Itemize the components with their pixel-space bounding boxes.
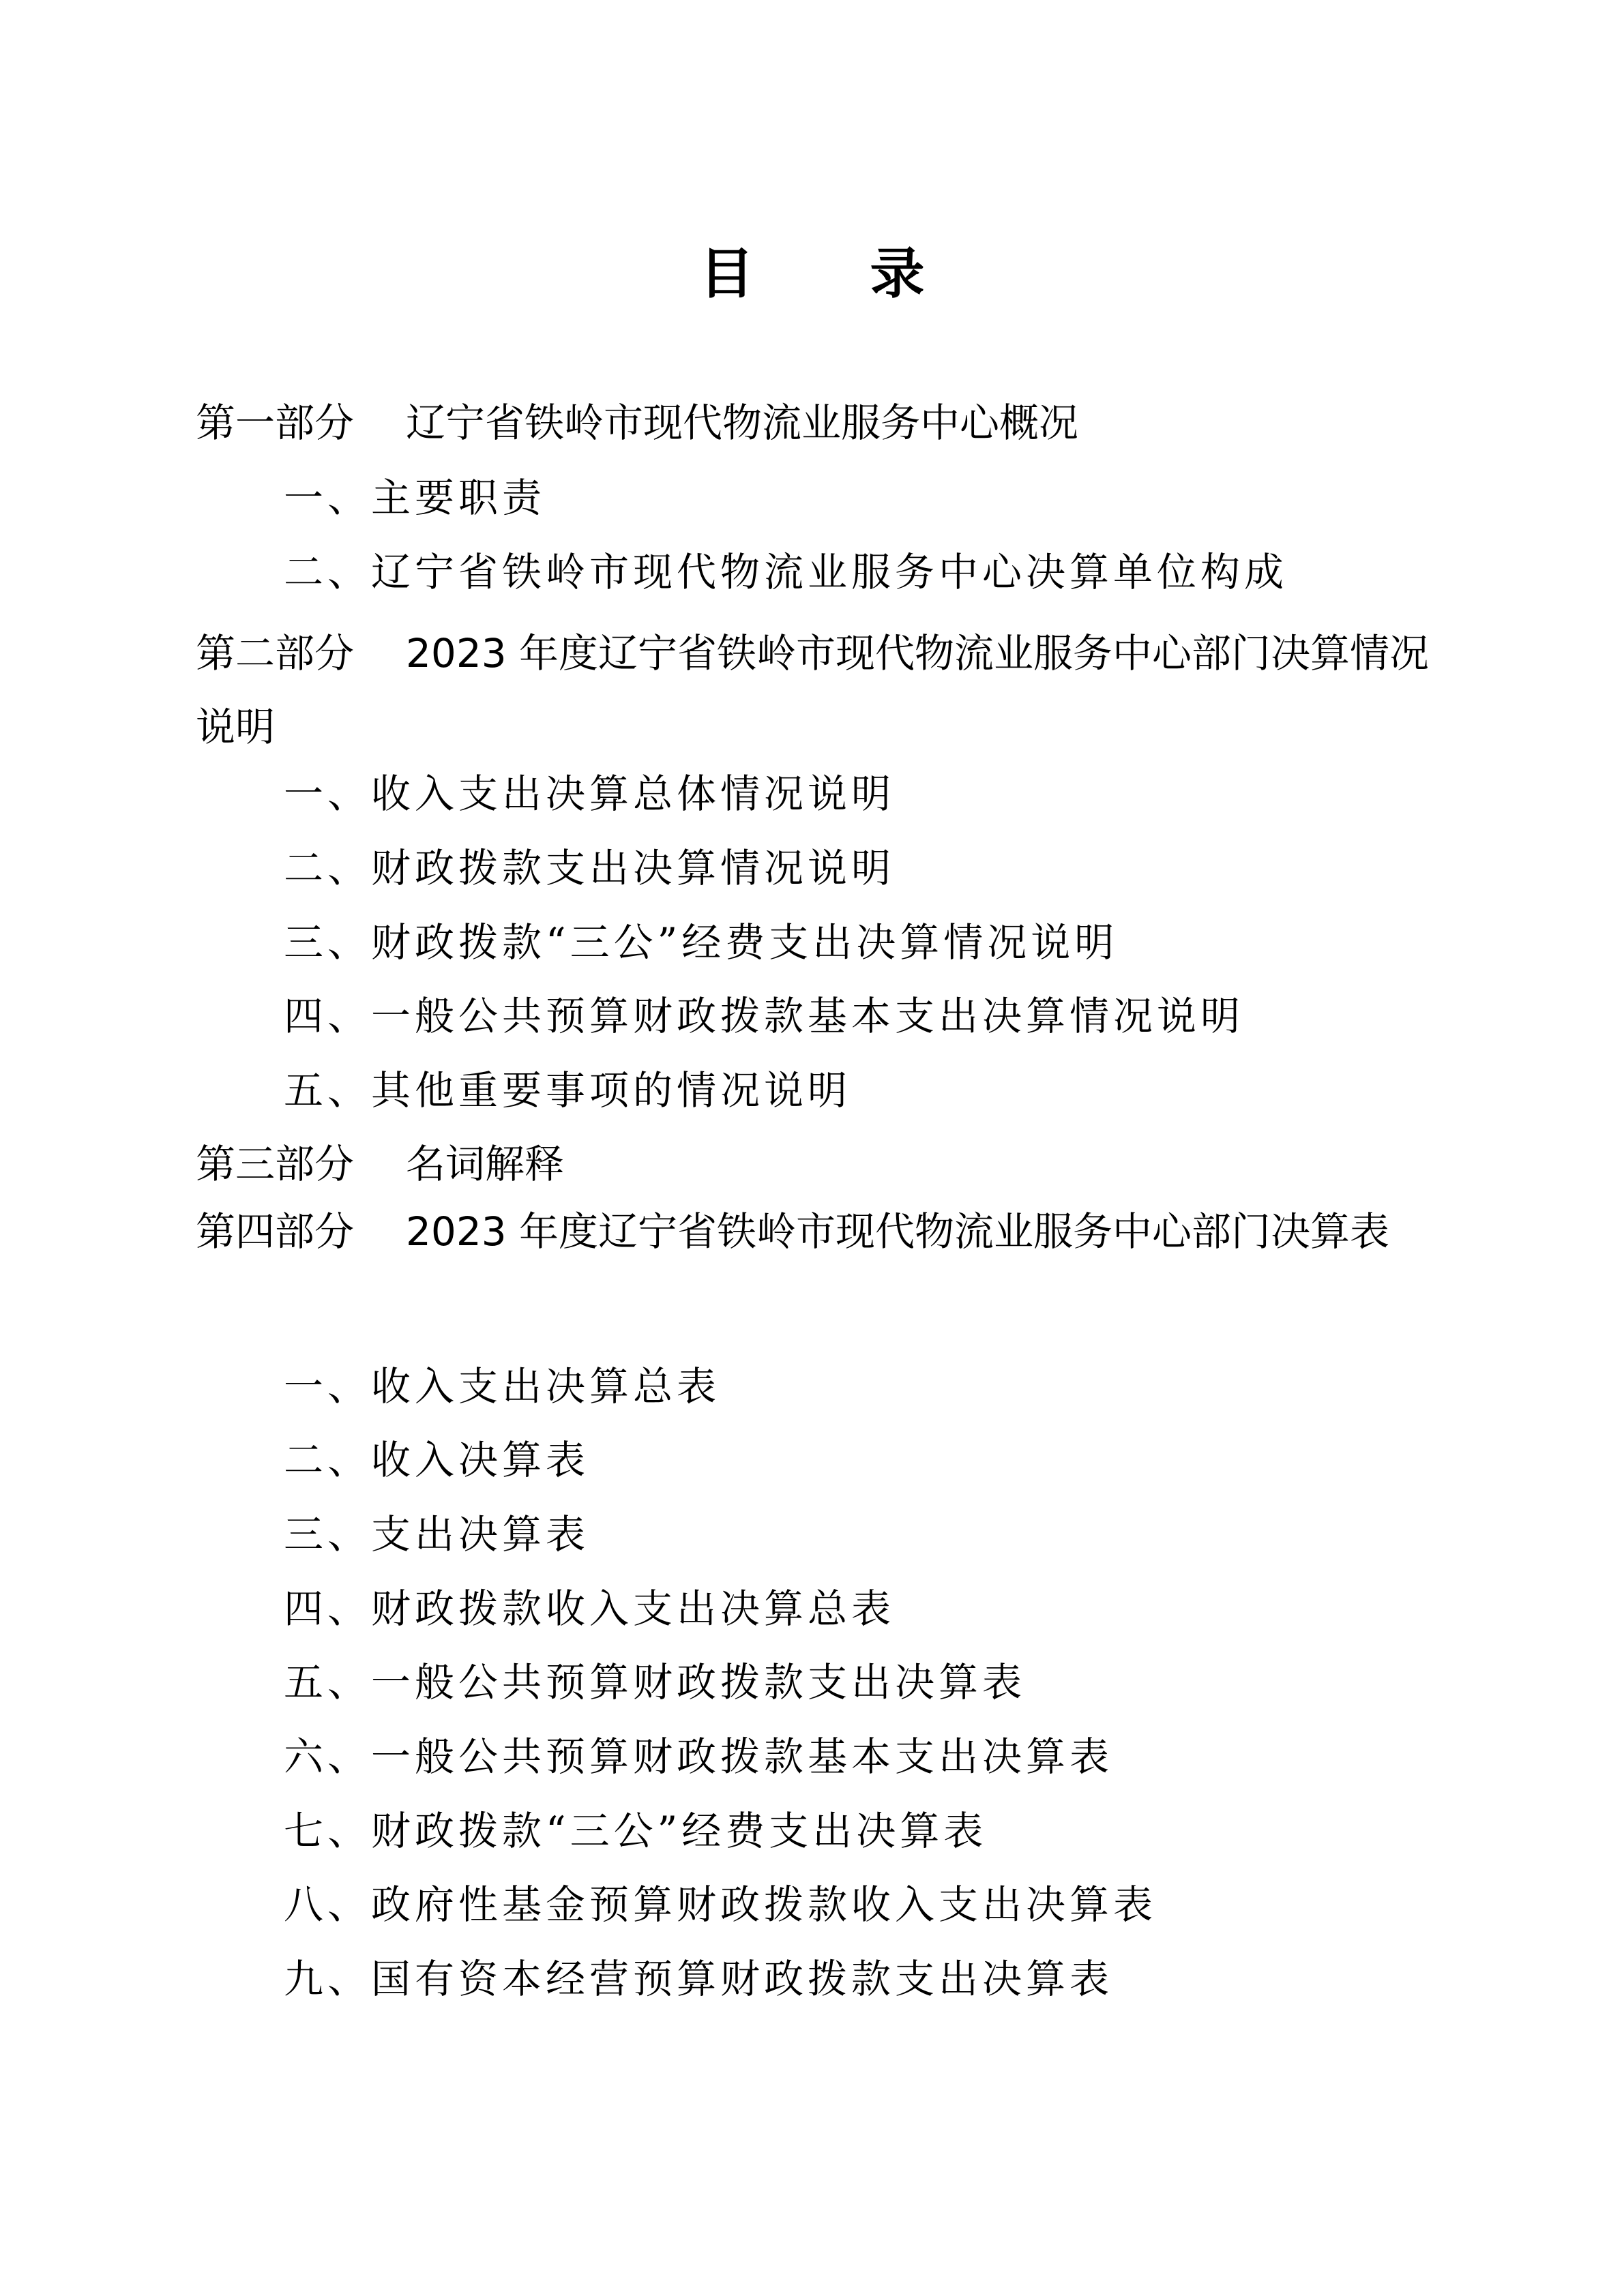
toc-item[interactable]: 一、收入支出决算总表 (284, 1363, 721, 1410)
toc-item[interactable]: 六、一般公共预算财政拨款基本支出决算表 (284, 1733, 1114, 1780)
toc-part-2[interactable] (196, 616, 1458, 764)
toc-item[interactable]: 五、其他重要事项的情况说明 (284, 1067, 852, 1114)
part-label: 第三部分 (196, 1141, 355, 1187)
toc-item[interactable]: 二、收入决算表 (284, 1437, 590, 1483)
toc-item[interactable]: 九、国有资本经营预算财政拨款支出决算表 (284, 1956, 1114, 2002)
part-heading: 2023 年度辽宁省铁岭市现代物流业服务中心部门决算情况说明 (196, 630, 1430, 750)
part-label: 第一部分 (196, 400, 355, 446)
toc-part-1[interactable] (196, 396, 1078, 450)
toc-part-3[interactable] (196, 1137, 564, 1191)
toc-item[interactable]: 四、财政拨款收入支出决算总表 (284, 1585, 896, 1632)
toc-item[interactable]: 七、财政拨款“三公”经费支出决算表 (284, 1808, 988, 1854)
toc-part-4[interactable] (196, 1195, 1458, 1268)
title-char-1: 目 (699, 242, 754, 305)
toc-item[interactable]: 二、财政拨款支出决算情况说明 (284, 845, 896, 891)
toc-item[interactable]: 一、主要职责 (284, 475, 546, 521)
toc-item[interactable]: 二、辽宁省铁岭市现代物流业服务中心决算单位构成 (284, 549, 1288, 595)
toc-item[interactable]: 八、政府性基金预算财政拨款收入支出决算表 (284, 1881, 1157, 1928)
part-heading: 名词解释 (406, 1141, 565, 1187)
part-label: 第二部分 (196, 630, 355, 676)
toc-item[interactable]: 三、支出决算表 (284, 1511, 590, 1557)
part-heading: 辽宁省铁岭市现代物流业服务中心概况 (406, 400, 1079, 446)
toc-item[interactable]: 一、收入支出决算总体情况说明 (284, 771, 896, 817)
toc-item[interactable]: 四、一般公共预算财政拨款基本支出决算情况说明 (284, 993, 1245, 1039)
toc-item[interactable]: 三、财政拨款“三公”经费支出决算情况说明 (284, 919, 1119, 966)
toc-item[interactable]: 五、一般公共预算财政拨款支出决算表 (284, 1659, 1027, 1705)
part-label: 第四部分 (196, 1208, 355, 1255)
title-char-2: 录 (870, 242, 925, 305)
part-heading: 2023 年度辽宁省铁岭市现代物流业服务中心部门决算表 (406, 1208, 1390, 1255)
